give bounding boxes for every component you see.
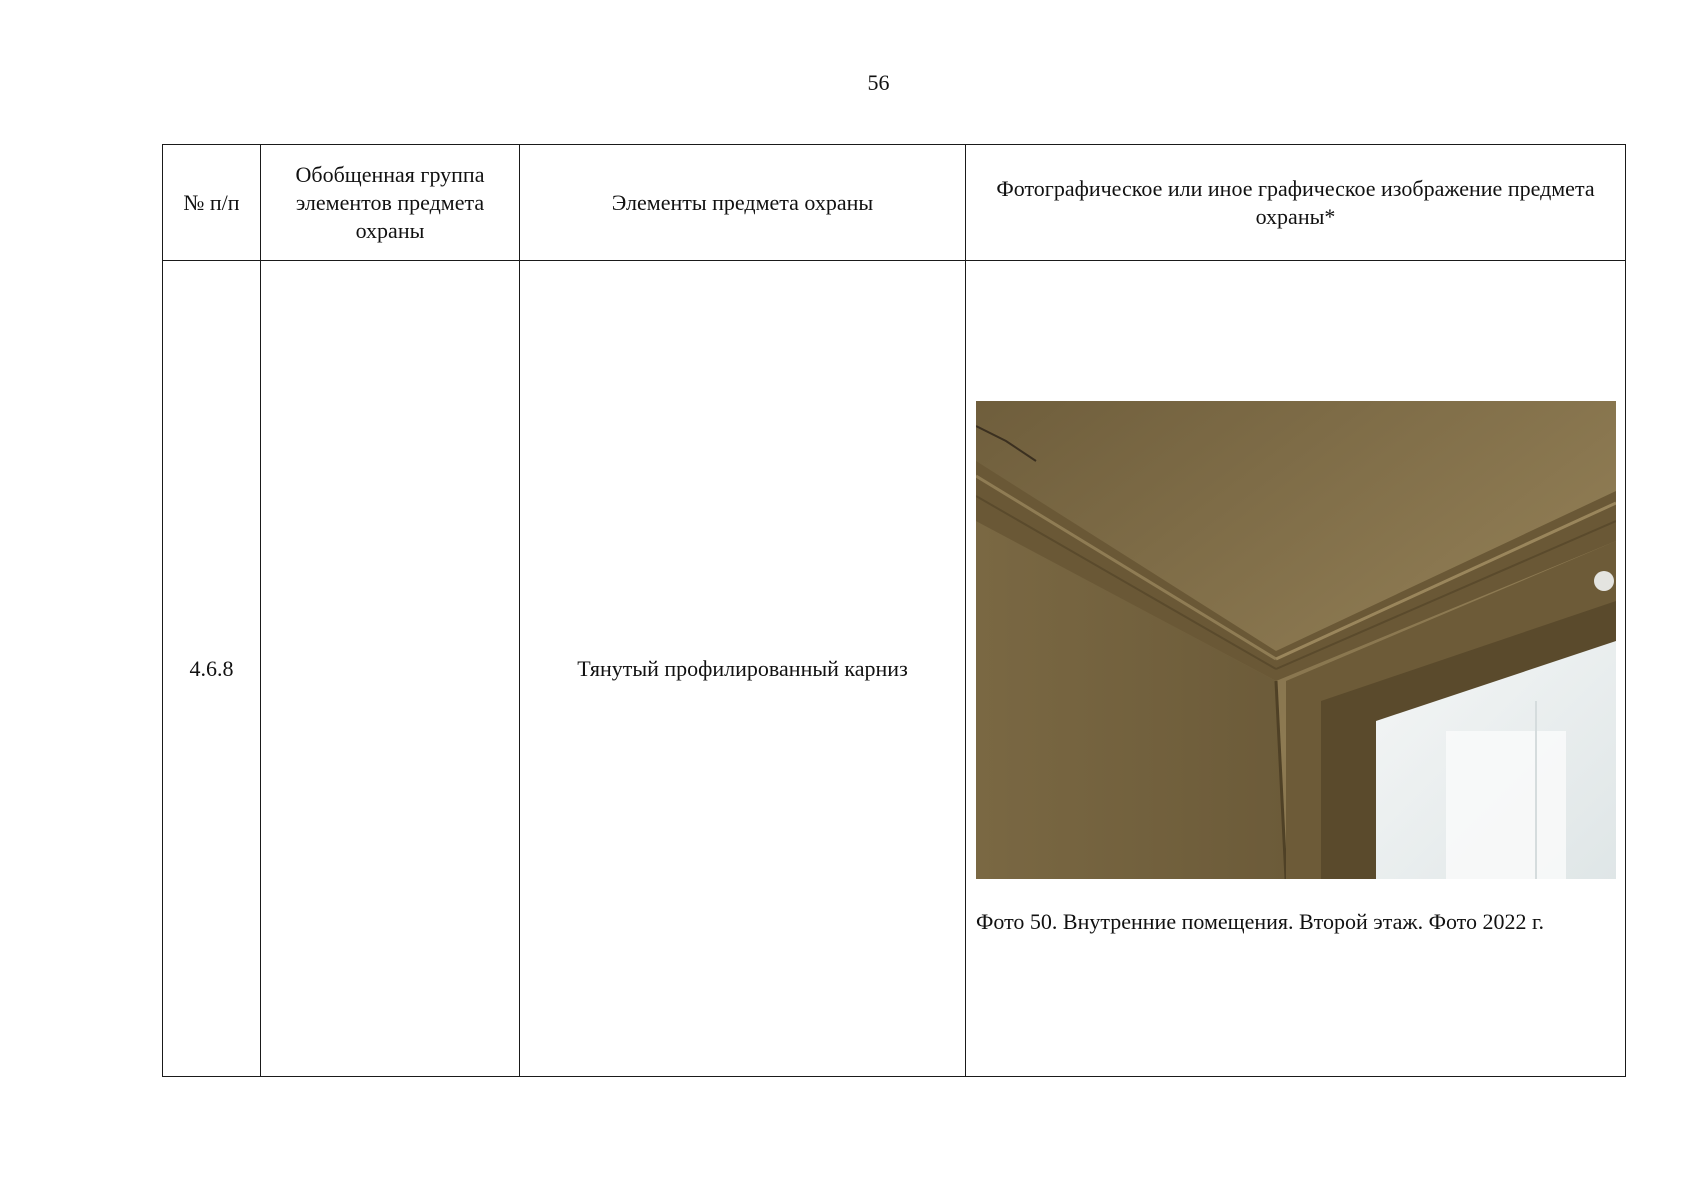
photo-caption: Фото 50. Внутренние помещения. Второй этаж. Фото 2022 г. — [976, 909, 1545, 934]
row-element: Тянутый профилированный карниз — [520, 261, 966, 1077]
header-group: Обобщенная группа элементов предмета охраны — [261, 145, 520, 261]
page-number: 56 — [867, 70, 890, 95]
table-header-row — [163, 145, 1626, 261]
header-number: № п/п — [163, 145, 261, 261]
row-photo-cell — [966, 261, 1626, 1077]
row-number: 4.6.8 — [163, 261, 261, 1077]
protection-table — [162, 144, 1626, 1077]
row-group — [261, 261, 520, 1077]
table-row — [163, 261, 1626, 1077]
header-photo: Фотографическое или иное графическое изображение предмета охраны* — [966, 145, 1626, 261]
header-elements: Элементы предмета охраны — [520, 145, 966, 261]
interior-cornice-photo — [976, 401, 1616, 879]
